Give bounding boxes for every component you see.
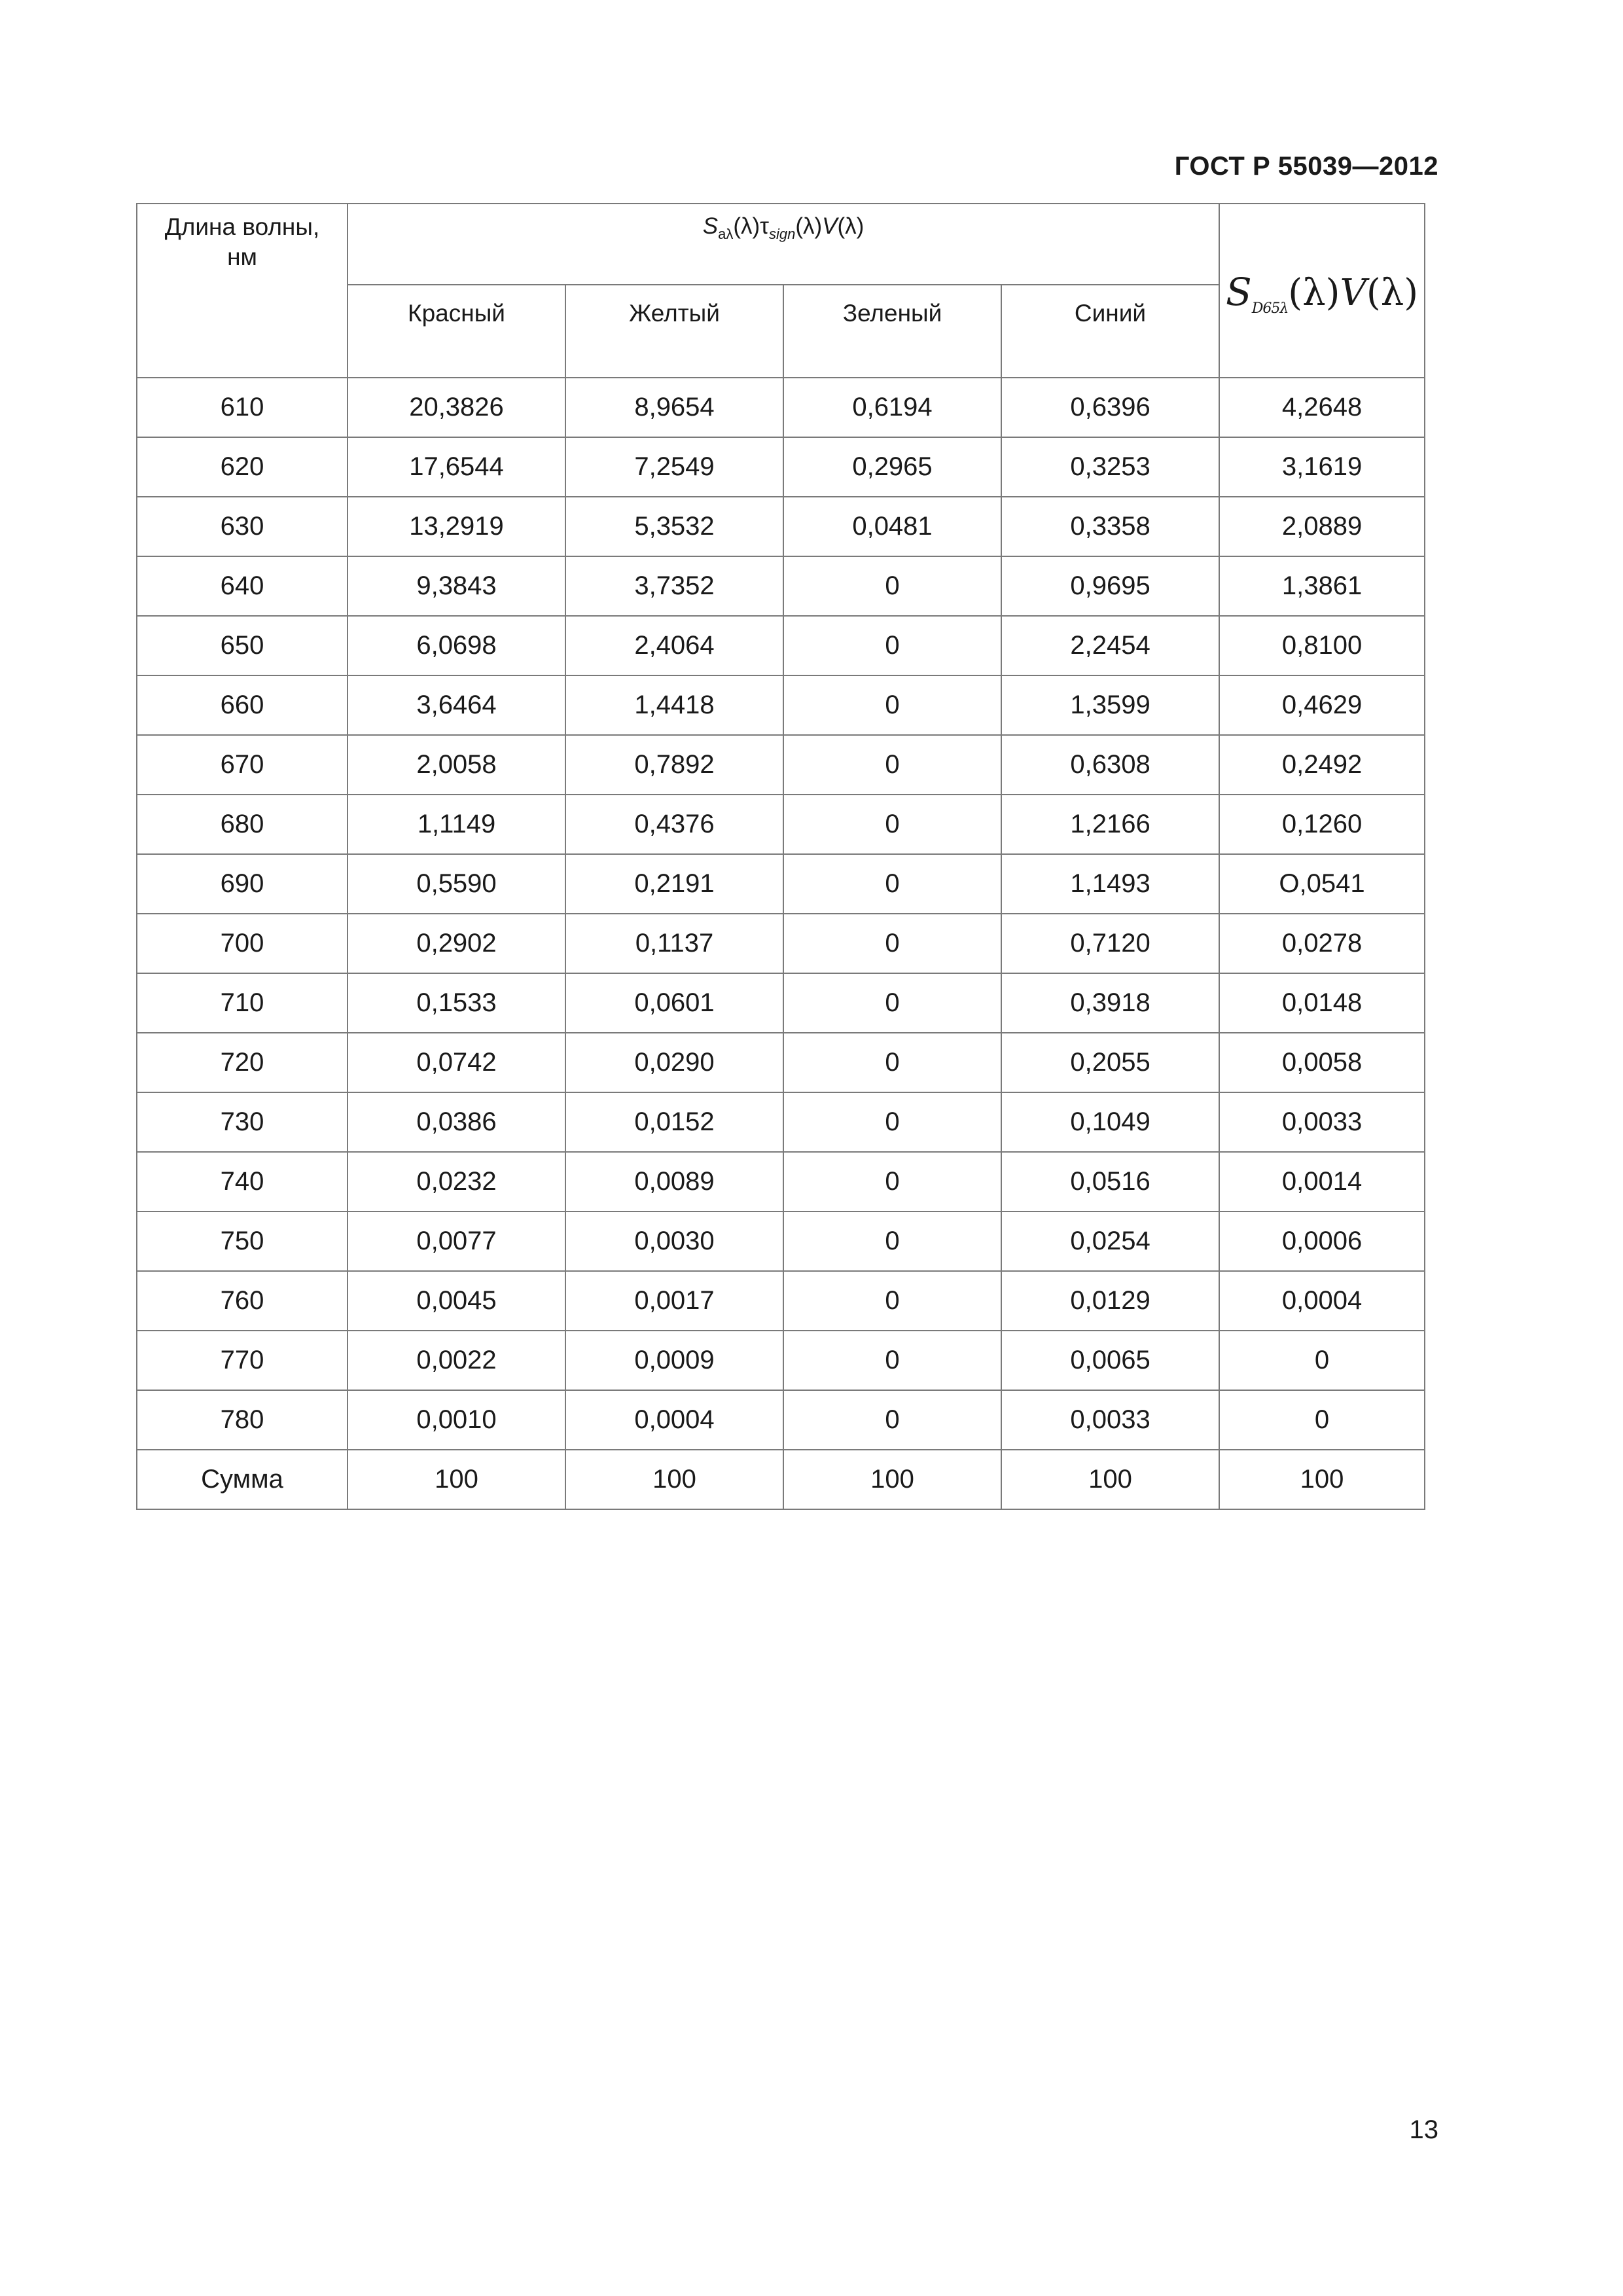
- table-cell: 0,0077: [348, 1211, 565, 1271]
- table-row: [137, 497, 1425, 556]
- table-cell: 620: [137, 437, 348, 497]
- table-cell: 0,0045: [348, 1271, 565, 1331]
- table-cell: 0,0065: [1001, 1331, 1219, 1390]
- table-cell: 0: [1219, 1331, 1425, 1390]
- table-cell: 0,0481: [783, 497, 1001, 556]
- table-cell: 0,9695: [1001, 556, 1219, 616]
- table-cell: 100: [348, 1450, 565, 1509]
- table-cell: 0,0017: [565, 1271, 783, 1331]
- table-row: [137, 675, 1425, 735]
- table-cell: 7,2549: [565, 437, 783, 497]
- table-cell: 0,2492: [1219, 735, 1425, 795]
- table-cell: 20,3826: [348, 378, 565, 437]
- table-cell: 0,0033: [1001, 1390, 1219, 1450]
- table-cell: 2,0889: [1219, 497, 1425, 556]
- table-cell: 3,7352: [565, 556, 783, 616]
- table-cell: 0,0010: [348, 1390, 565, 1450]
- table-row: [137, 1033, 1425, 1092]
- document-code: ГОСТ Р 55039—2012: [1174, 152, 1438, 181]
- table-row: [137, 795, 1425, 854]
- table-cell: 3,6464: [348, 675, 565, 735]
- table-cell: 0: [783, 795, 1001, 854]
- table-row: [137, 556, 1425, 616]
- table-row: [137, 1331, 1425, 1390]
- table-row: [137, 1271, 1425, 1331]
- table-cell: 0,8100: [1219, 616, 1425, 675]
- table-cell: 690: [137, 854, 348, 914]
- table-cell: 0,2055: [1001, 1033, 1219, 1092]
- table-cell: 100: [783, 1450, 1001, 1509]
- column-header-yellow: Желтый: [565, 285, 783, 378]
- table-cell: 0,0004: [1219, 1271, 1425, 1331]
- table-cell: 760: [137, 1271, 348, 1331]
- table-cell: 13,2919: [348, 497, 565, 556]
- table-cell: 0,4376: [565, 795, 783, 854]
- table-cell: 1,3599: [1001, 675, 1219, 735]
- table-row: [137, 1152, 1425, 1211]
- table-row: [137, 735, 1425, 795]
- table-cell: 0: [783, 735, 1001, 795]
- table-cell: 100: [1219, 1450, 1425, 1509]
- table-cell: 0: [783, 556, 1001, 616]
- table-cell: 0,0232: [348, 1152, 565, 1211]
- table-cell: 100: [1001, 1450, 1219, 1509]
- table-cell: 0,0009: [565, 1331, 783, 1390]
- table-cell: 0,3358: [1001, 497, 1219, 556]
- table-cell: 0,2191: [565, 854, 783, 914]
- table-cell: 0,5590: [348, 854, 565, 914]
- table-cell: 750: [137, 1211, 348, 1271]
- table-cell: 680: [137, 795, 348, 854]
- table-cell: 0,0148: [1219, 973, 1425, 1033]
- column-header-red: Красный: [348, 285, 565, 378]
- table-cell: 6,0698: [348, 616, 565, 675]
- table-cell: 0,0290: [565, 1033, 783, 1092]
- table-cell: 0,0152: [565, 1092, 783, 1152]
- table-cell: 640: [137, 556, 348, 616]
- table-row: [137, 973, 1425, 1033]
- table-cell: 0,0058: [1219, 1033, 1425, 1092]
- table-row: [137, 1211, 1425, 1271]
- table-cell: 0,6308: [1001, 735, 1219, 795]
- table-cell: 0,1533: [348, 973, 565, 1033]
- table-cell: 0: [783, 854, 1001, 914]
- table-cell: 0: [783, 1092, 1001, 1152]
- table-cell: 720: [137, 1033, 348, 1092]
- table-cell: 0,0278: [1219, 914, 1425, 973]
- table-cell: 4,2648: [1219, 378, 1425, 437]
- table-cell: 1,4418: [565, 675, 783, 735]
- wavelength-header-line1: Длина волны,: [164, 213, 320, 240]
- table-cell: Сумма: [137, 1450, 348, 1509]
- table-cell: 0,0022: [348, 1331, 565, 1390]
- table-cell: 0,1137: [565, 914, 783, 973]
- spectral-data-table: [136, 203, 1425, 1510]
- table-cell: 0,0004: [565, 1390, 783, 1450]
- table-cell: 3,1619: [1219, 437, 1425, 497]
- table-cell: 1,1149: [348, 795, 565, 854]
- table-cell: 1,3861: [1219, 556, 1425, 616]
- table-cell: 0: [1219, 1390, 1425, 1450]
- column-header-green: Зеленый: [783, 285, 1001, 378]
- table-cell: 0,3918: [1001, 973, 1219, 1033]
- table-cell: 0,0129: [1001, 1271, 1219, 1331]
- table-cell: 0: [783, 675, 1001, 735]
- table-cell: 2,2454: [1001, 616, 1219, 675]
- table-cell: 0,3253: [1001, 437, 1219, 497]
- table-row: [137, 616, 1425, 675]
- table-cell: 0: [783, 1211, 1001, 1271]
- table-cell: 0,0254: [1001, 1211, 1219, 1271]
- table-cell: 780: [137, 1390, 348, 1450]
- table-cell: 0: [783, 1152, 1001, 1211]
- table-cell: 660: [137, 675, 348, 735]
- table-cell: 0,6194: [783, 378, 1001, 437]
- table-cell: 1,2166: [1001, 795, 1219, 854]
- table-cell: 0,0089: [565, 1152, 783, 1211]
- table-cell: 0,6396: [1001, 378, 1219, 437]
- table-row: [137, 1092, 1425, 1152]
- table-row: [137, 914, 1425, 973]
- table-cell: 770: [137, 1331, 348, 1390]
- table-cell: 0: [783, 914, 1001, 973]
- table-cell: О,0541: [1219, 854, 1425, 914]
- table-cell: 0,2965: [783, 437, 1001, 497]
- table-cell: 0: [783, 973, 1001, 1033]
- page-number: 13: [1409, 2115, 1438, 2144]
- table-cell: 610: [137, 378, 348, 437]
- table-body: [137, 378, 1425, 1509]
- table-cell: 2,0058: [348, 735, 565, 795]
- table-cell: 0,0014: [1219, 1152, 1425, 1211]
- wavelength-header-line2: нм: [227, 243, 257, 270]
- column-header-blue: Синий: [1001, 285, 1219, 378]
- table-cell: 8,9654: [565, 378, 783, 437]
- table-cell: 5,3532: [565, 497, 783, 556]
- table-row: [137, 1390, 1425, 1450]
- table-row: [137, 1450, 1425, 1509]
- table-cell: 0,0006: [1219, 1211, 1425, 1271]
- table-cell: 710: [137, 973, 348, 1033]
- table-cell: 730: [137, 1092, 348, 1152]
- table-cell: 17,6544: [348, 437, 565, 497]
- table-cell: 740: [137, 1152, 348, 1211]
- table-cell: 0,7892: [565, 735, 783, 795]
- table-row: [137, 378, 1425, 437]
- table-cell: 0: [783, 616, 1001, 675]
- table-cell: 2,4064: [565, 616, 783, 675]
- d65-header: $S_{D65\lambda}(\lambda)V(\lambda)$: [1219, 204, 1425, 378]
- table-cell: 700: [137, 914, 348, 973]
- table-cell: 0,0030: [565, 1211, 783, 1271]
- table-row: [137, 437, 1425, 497]
- table-cell: 0: [783, 1390, 1001, 1450]
- table-cell: 0: [783, 1331, 1001, 1390]
- table-cell: 1,1493: [1001, 854, 1219, 914]
- table-cell: 0,0601: [565, 973, 783, 1033]
- table-cell: 0: [783, 1271, 1001, 1331]
- table-cell: 630: [137, 497, 348, 556]
- table-cell: 0,0033: [1219, 1092, 1425, 1152]
- table-header-row: [137, 204, 1425, 285]
- table-cell: 670: [137, 735, 348, 795]
- table-cell: 0,2902: [348, 914, 565, 973]
- table-cell: 9,3843: [348, 556, 565, 616]
- table-cell: 0,0516: [1001, 1152, 1219, 1211]
- table-cell: 0,1260: [1219, 795, 1425, 854]
- table-cell: 0,1049: [1001, 1092, 1219, 1152]
- table-cell: 0,0742: [348, 1033, 565, 1092]
- table-cell: 0,7120: [1001, 914, 1219, 973]
- table-cell: 0,4629: [1219, 675, 1425, 735]
- signal-group-header: $S_{a\lambda}(\lambda)\tau_{sign}(\lambda)V(\lambda)$: [348, 204, 1219, 285]
- table-cell: 0: [783, 1033, 1001, 1092]
- wavelength-header: [137, 204, 348, 378]
- table-cell: 650: [137, 616, 348, 675]
- table-cell: 0,0386: [348, 1092, 565, 1152]
- table-row: [137, 854, 1425, 914]
- table-cell: 100: [565, 1450, 783, 1509]
